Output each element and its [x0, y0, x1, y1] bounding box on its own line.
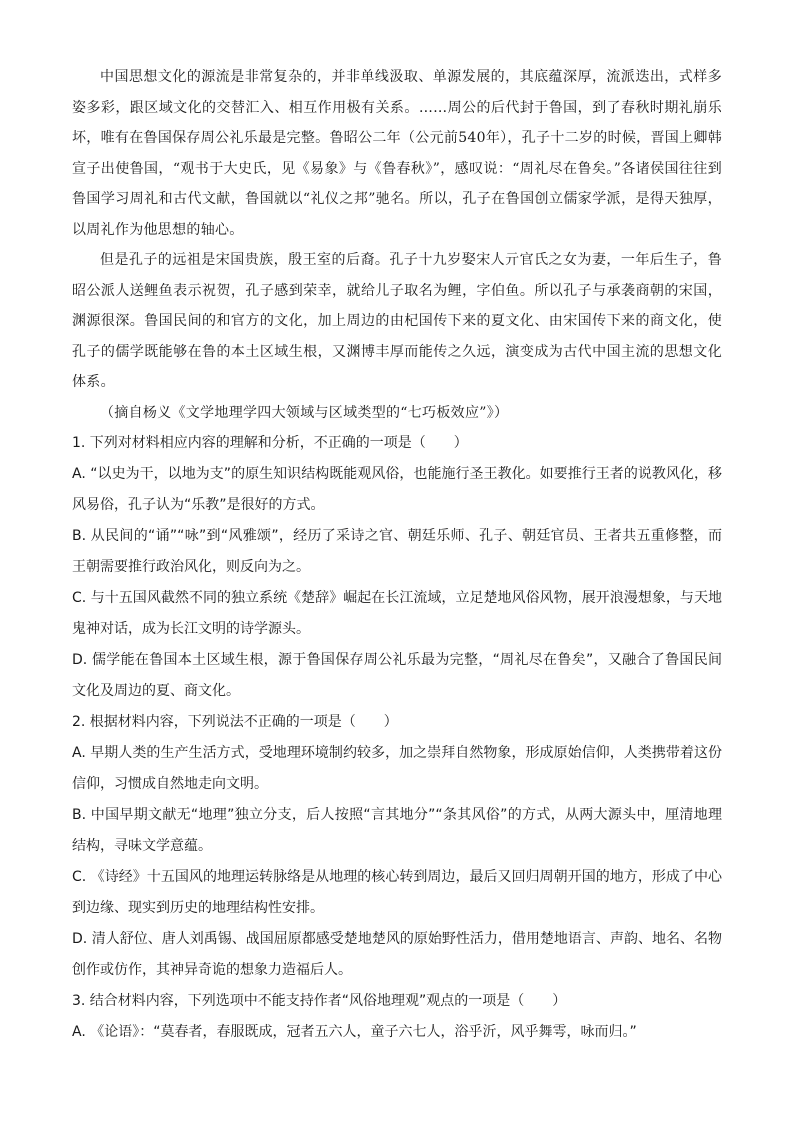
option-d: D. 儒学能在鲁国本土区域生根，源于鲁国保存周公礼乐最为完整，“周礼尽在鲁矣”，又融合了鲁国民间文化及周边的夏、商文化。: [72, 652, 722, 699]
option-a: A. 《论语》：“莫春者，春服既成，冠者五六人，童子六七人，浴乎沂，风乎舞雩，咏而归。”: [72, 1024, 637, 1040]
option-c: C. 《诗经》十五国风的地理运转脉络是从地理的核心转到周边，最后又回归周朝开国的地方，形成了中心到边缘、现实到历史的地理结构性安排。: [72, 869, 722, 916]
question-1: [72, 428, 722, 707]
passage-source: （摘自杨义《文学地理学四大领域与区域类型的“七巧板效应”》）: [100, 404, 509, 421]
passage-paragraph-2: 但是孔子的远祖是宋国贵族，殷王室的后裔。孔子十九岁娶宋人亓官氏之女为妻，一年后生子，鲁昭公派人送鲤鱼表示祝贺，孔子感到荣幸，就给儿子取名为鲤，字伯鱼。所以孔子与承袭商朝的宋国，渊源很深。鲁国民间的和官方的文化，加上周边的由杞国传下来的夏文化、由宋国传下来的商文化，使孔子的儒学既能够在鲁的本土区域生根，又渊博丰厚而能传之久远，演变成为古代中国主流的思想文化体系。: [72, 252, 722, 390]
question-2: [72, 707, 722, 986]
question-stem: 1. 下列对材料相应内容的理解和分析，不正确的一项是（ ）: [72, 435, 468, 451]
question-stem: 2. 根据材料内容，下列说法不正确的一项是（ ）: [72, 714, 398, 730]
option-d: D. 清人舒位、唐人刘禹锡、战国屈原都感受楚地楚风的原始野性活力，借用楚地语言、声韵、地名、名物创作或仿作，其神异奇诡的想象力造福后人。: [72, 931, 722, 978]
option-a: A. “以史为干，以地为支”的原生知识结构既能观风俗，也能施行圣王教化。如要推行王者的说教风化，移风易俗，孔子认为“乐教”是很好的方式。: [72, 466, 722, 513]
question-stem: 3. 结合材料内容，下列选项中不能支持作者“风俗地理观”观点的一项是（ ）: [72, 993, 567, 1009]
reading-passage: [72, 62, 722, 428]
option-b: B. 从民间的“诵”“咏”到“风雅颂”，经历了采诗之官、朝廷乐师、孔子、朝廷官员、王者共五重修整，而王朝需要推行政治风化，则反向为之。: [72, 528, 722, 575]
option-c: C. 与十五国风截然不同的独立系统《楚辞》崛起在长江流域，立足楚地风俗风物，展开浪漫想象，与天地鬼神对话，成为长江文明的诗学源头。: [72, 590, 722, 637]
passage-paragraph-1: 中国思想文化的源流是非常复杂的，并非单线汲取、单源发展的，其底蕴深厚，流派迭出，式样多姿多彩，跟区域文化的交替汇入、相互作用极有关系。……周公的后代封于鲁国，到了春秋时期礼崩乐坏，唯有在鲁国保存周公礼乐最是完整。鲁昭公二年（公元前540年），孔子十二岁的时候，晋国上卿韩宣子出使鲁国，“观书于大史氏，见《易象》与《鲁春秋》”，感叹说：“周礼尽在鲁矣。”各诸侯国往往到鲁国学习周礼和古代文献，鲁国就以“礼仪之邦”驰名。所以，孔子在鲁国创立儒家学派，是得天独厚，以周礼作为他思想的轴心。: [72, 69, 722, 238]
question-3: [72, 986, 722, 1048]
document-page: [72, 62, 722, 1048]
option-a: A. 早期人类的生产生活方式，受地理环境制约较多，加之崇拜自然物象，形成原始信仰，人类携带着这份信仰，习惯成自然地走向文明。: [72, 745, 722, 792]
option-b: B. 中国早期文献无“地理”独立分支，后人按照“言其地分”“条其风俗”的方式，从两大源头中，厘清地理结构，寻味文学意蕴。: [72, 807, 722, 854]
